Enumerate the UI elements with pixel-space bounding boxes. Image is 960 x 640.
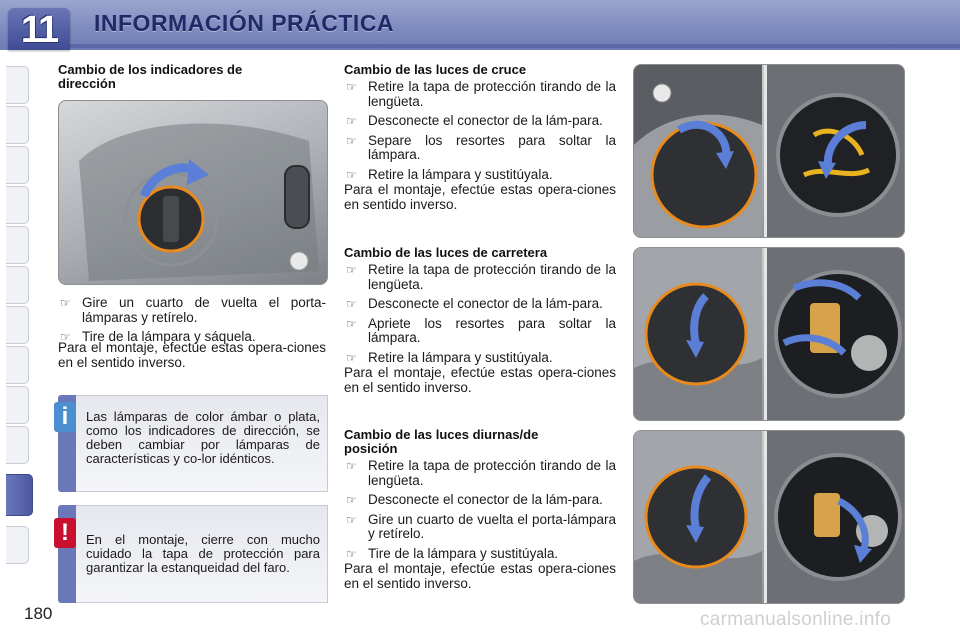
chapter-tab[interactable] [6, 346, 29, 384]
chapter-tab[interactable] [6, 526, 29, 564]
list-item: ☞ Desconecte el conector de la lám-para. [346, 296, 603, 311]
watermark: carmanualsonline.info [700, 609, 892, 630]
info-icon: i [54, 402, 76, 432]
turn-signal-note: Para el montaje, efectúe estas opera-ciones en el sentido inverso. [58, 340, 326, 370]
list-item: ☞ Desconecte el conector de la lám-para. [346, 492, 603, 507]
high-beam-steps [344, 263, 616, 370]
pointing-hand-icon: ☞ [346, 297, 357, 311]
low-beam-steps [344, 80, 616, 187]
list-item: ☞ Tire de la lámpara y sustitúyala. [346, 545, 559, 561]
chapter-badge [8, 8, 70, 50]
chapter-tab[interactable] [6, 66, 29, 104]
pointing-hand-icon: ☞ [346, 512, 357, 527]
pointing-hand-icon: ☞ [346, 114, 357, 128]
warning-icon: ! [54, 518, 76, 548]
info-text: Las lámparas de color ámbar o plata, como los indicadores de dirección, se deben cambiar por lámparas de características y co-lor idénticos. [86, 409, 320, 466]
list-item: ☞ Retire la lámpara y sustitúyala. [346, 166, 553, 182]
list-item: ☞ Retire la tapa de protección tirando de la lengüeta. [346, 262, 616, 292]
info-box [58, 395, 328, 492]
chapter-tab[interactable] [6, 266, 29, 304]
high-beam-title: Cambio de las luces de carretera [344, 245, 548, 260]
page-title: INFORMACIÓN PRÁCTICA [94, 10, 395, 36]
pointing-hand-icon: ☞ [60, 296, 71, 310]
chapter-tab[interactable] [6, 226, 29, 264]
chapter-tab[interactable] [6, 106, 29, 144]
list-item: ☞ Retire la tapa de protección tirando de la lengüeta. [346, 79, 616, 109]
page-number: 180 [24, 604, 53, 623]
pointing-hand-icon: ☞ [346, 493, 357, 507]
list-item: ☞ Retire la tapa de protección tirando de la lengüeta. [346, 458, 616, 488]
chapter-number: 11 [20, 9, 58, 51]
list-item: ☞ Gire un cuarto de vuelta el porta-lámparas y retírelo. [60, 295, 326, 325]
daytime-light-steps [344, 459, 616, 566]
chapter-tab[interactable] [6, 426, 29, 464]
list-item: ☞ Desconecte el conector de la lám-para. [346, 113, 603, 128]
chapter-tabs [0, 56, 30, 586]
list-item: ☞ Separe los resortes para soltar la lámpara. [346, 132, 616, 162]
pointing-hand-icon: ☞ [346, 263, 357, 277]
low-beam-note: Para el montaje, efectúe estas opera-ciones en sentido inverso. [344, 182, 616, 212]
chapter-tab[interactable] [6, 186, 29, 224]
chapter-tab-active[interactable] [6, 474, 33, 516]
pointing-hand-icon: ☞ [346, 546, 357, 561]
list-item: ☞ Retire la lámpara y sustitúyala. [346, 349, 553, 365]
list-item: ☞ Gire un cuarto de vuelta el porta-lámpara y retírelo. [346, 511, 616, 541]
pointing-hand-icon: ☞ [346, 350, 357, 365]
warning-box [58, 505, 328, 603]
warning-text: En el montaje, cierre con mucho cuidado la tapa de protección para garantizar la estanqueidad del faro. [86, 532, 320, 575]
chapter-tab[interactable] [6, 306, 29, 344]
daytime-light-note: Para el montaje, efectúe estas opera-ciones en el sentido inverso. [344, 561, 616, 591]
pointing-hand-icon: ☞ [346, 133, 357, 148]
turn-signal-photo [58, 100, 328, 285]
list-item: ☞ Apriete los resortes para soltar la lámpara. [346, 315, 616, 345]
high-beam-note: Para el montaje, efectúe estas opera-ciones en el sentido inverso. [344, 365, 616, 395]
pointing-hand-icon: ☞ [346, 459, 357, 473]
pointing-hand-icon: ☞ [346, 316, 357, 331]
low-beam-photo [633, 64, 905, 238]
chapter-tab[interactable] [6, 386, 29, 424]
turn-signal-title: Cambio de los indicadores de dirección [58, 62, 243, 91]
list-item: ☞ Tire de la lámpara y sáquela. [60, 329, 256, 344]
low-beam-title: Cambio de las luces de cruce [344, 62, 527, 77]
pointing-hand-icon: ☞ [346, 167, 357, 182]
pointing-hand-icon: ☞ [60, 330, 71, 344]
header-underline [70, 44, 960, 48]
pointing-hand-icon: ☞ [346, 80, 357, 94]
high-beam-photo [633, 247, 905, 421]
chapter-tab[interactable] [6, 146, 29, 184]
daytime-light-photo [633, 430, 905, 604]
daytime-light-title: Cambio de las luces diurnas/de posición [344, 427, 539, 456]
